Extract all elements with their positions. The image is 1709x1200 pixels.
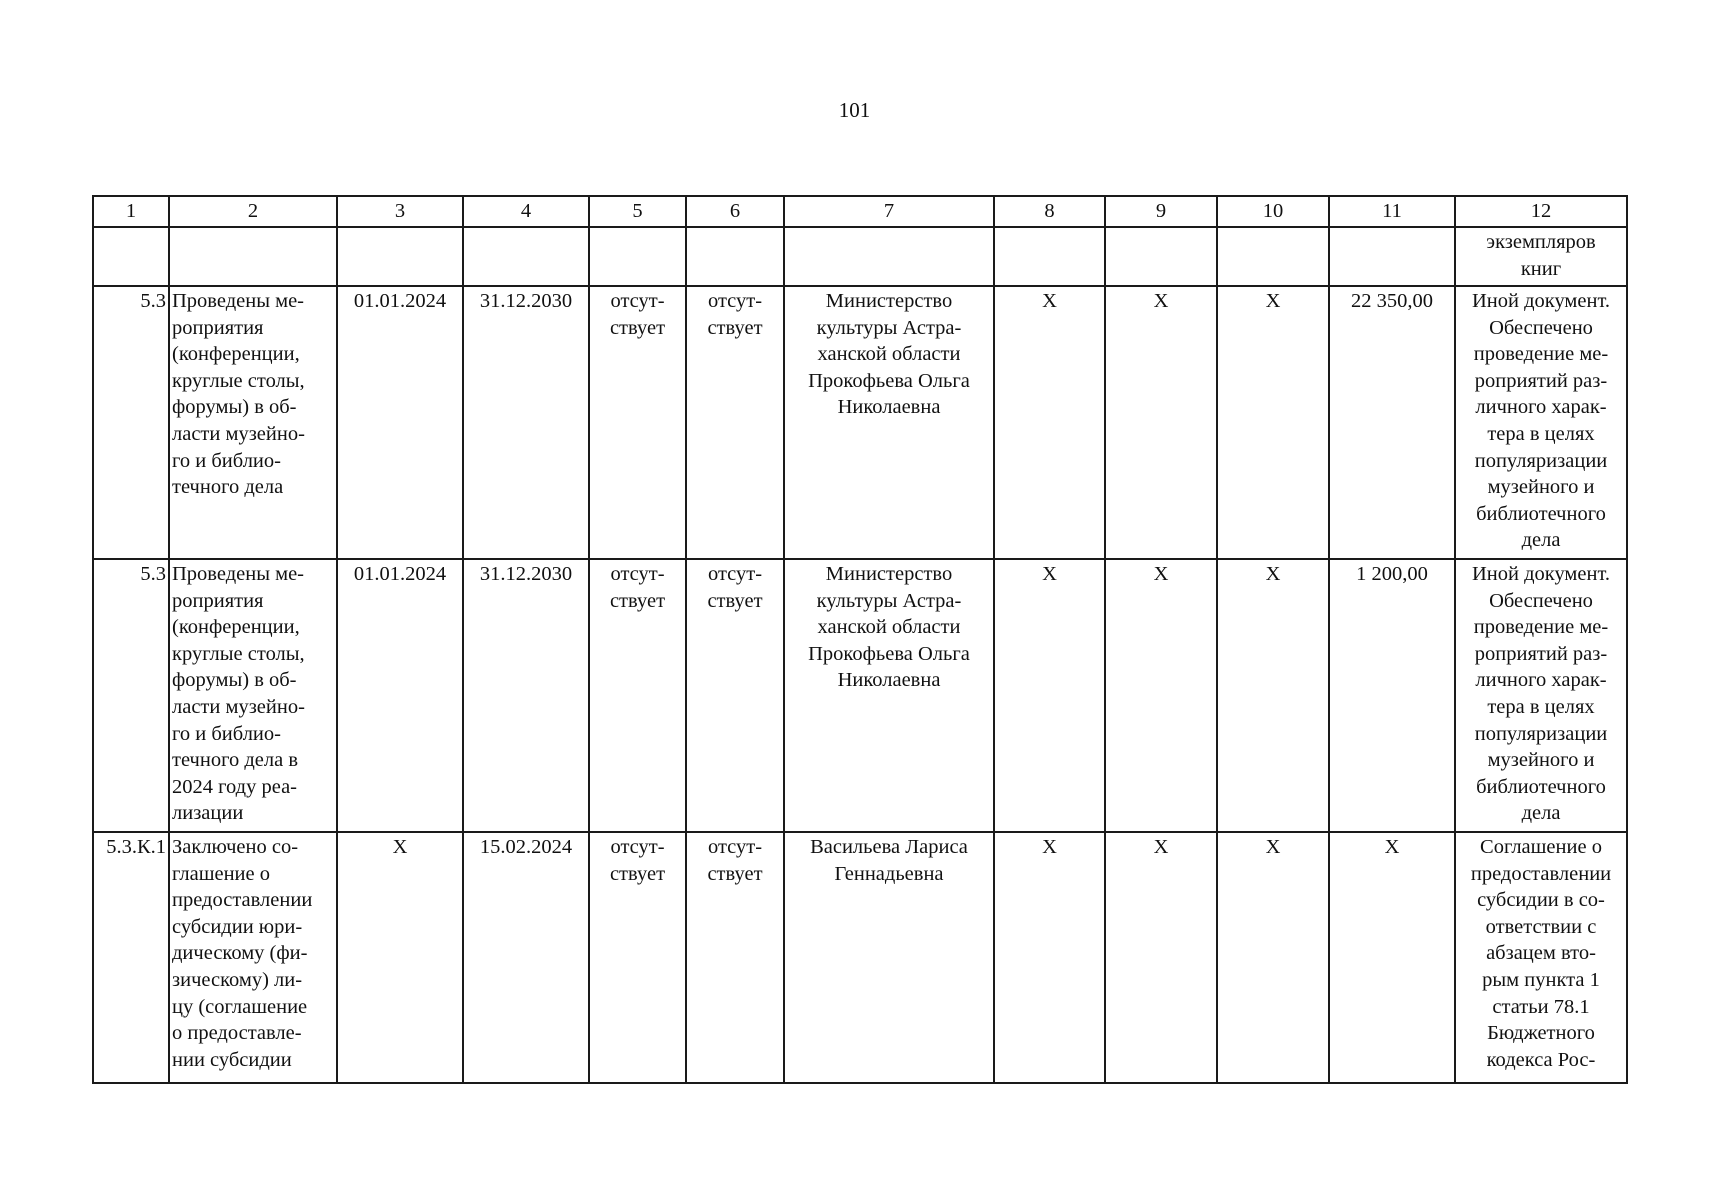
measures-table [92,195,1628,1084]
end-date: 15.02.2024 [463,832,589,1083]
column-header: 1 [93,196,169,227]
cell-col6: отсут- ствует [686,286,784,559]
empty-cell [169,227,337,286]
cell-col10: X [1217,286,1329,559]
empty-cell [463,227,589,286]
amount: X [1329,832,1455,1083]
start-date: 01.01.2024 [337,559,463,832]
table-header-row [93,196,1627,227]
column-header: 5 [589,196,686,227]
responsible: Васильева Лариса Геннадьевна [784,832,994,1083]
amount: 1 200,00 [1329,559,1455,832]
row-number: 5.3 [93,286,169,559]
responsible: Министерство культуры Астра- ханской области Прокофьева Ольга Николаевна [784,286,994,559]
empty-cell [1217,227,1329,286]
column-header: 10 [1217,196,1329,227]
end-date: 31.12.2030 [463,286,589,559]
page-number: 101 [838,98,871,122]
cell-col8: X [994,286,1105,559]
column-header: 9 [1105,196,1217,227]
result-document: Иной документ. Обеспечено проведение ме- роприятий раз- личного харак- тера в целях популяризации музейного и библиотечного дела [1455,559,1627,832]
empty-cell [784,227,994,286]
cell-col9: X [1105,832,1217,1083]
column-header: 4 [463,196,589,227]
table-row [93,559,1627,832]
cell-col9: X [1105,559,1217,832]
empty-cell [93,227,169,286]
row-number: 5.3.К.1 [93,832,169,1083]
cell-col5: отсут- ствует [589,832,686,1083]
responsible: Министерство культуры Астра- ханской области Прокофьева Ольга Николаевна [784,559,994,832]
cell-col8: X [994,559,1105,832]
column-header: 6 [686,196,784,227]
empty-cell [337,227,463,286]
result-document: Иной документ. Обеспечено проведение ме- роприятий раз- личного харак- тера в целях популяризации музейного и библиотечного дела [1455,286,1627,559]
column-header: 11 [1329,196,1455,227]
result-document: Соглашение о предоставлении субсидии в со- ответствии с абзацем вто- рым пункта 1 статьи 78.1 Бюджетного кодекса Рос- [1455,832,1627,1083]
cell-col10: X [1217,832,1329,1083]
start-date: X [337,832,463,1083]
cell-col10: X [1217,559,1329,832]
table-row [93,832,1627,1083]
column-header: 2 [169,196,337,227]
empty-cell [1105,227,1217,286]
end-date: 31.12.2030 [463,559,589,832]
cell-col6: отсут- ствует [686,832,784,1083]
measure-name: Проведены ме- роприятия (конференции, круглые столы, форумы) в об- ласти музейно- го и библио- течного дела [169,286,337,559]
row-number: 5.3 [93,559,169,832]
continuation-row [93,227,1627,286]
column-header: 8 [994,196,1105,227]
table-row [93,286,1627,559]
empty-cell [686,227,784,286]
cell-col6: отсут- ствует [686,559,784,832]
cell-col5: отсут- ствует [589,559,686,832]
empty-cell [589,227,686,286]
amount: 22 350,00 [1329,286,1455,559]
column-header: 7 [784,196,994,227]
empty-cell [1329,227,1455,286]
cell-col9: X [1105,286,1217,559]
column-header: 12 [1455,196,1627,227]
start-date: 01.01.2024 [337,286,463,559]
cell-col5: отсут- ствует [589,286,686,559]
result-cell: экземпляров книг [1455,227,1627,286]
column-header: 3 [337,196,463,227]
empty-cell [994,227,1105,286]
measure-name: Проведены ме- роприятия (конференции, круглые столы, форумы) в об- ласти музейно- го и библио- течного дела в 2024 году реа- лизации [169,559,337,832]
measure-name: Заключено со- глашение о предоставлении субсидии юри- дическому (фи- зическому) ли- цу (соглашение о предоставле- нии субсидии [169,832,337,1083]
cell-col8: X [994,832,1105,1083]
